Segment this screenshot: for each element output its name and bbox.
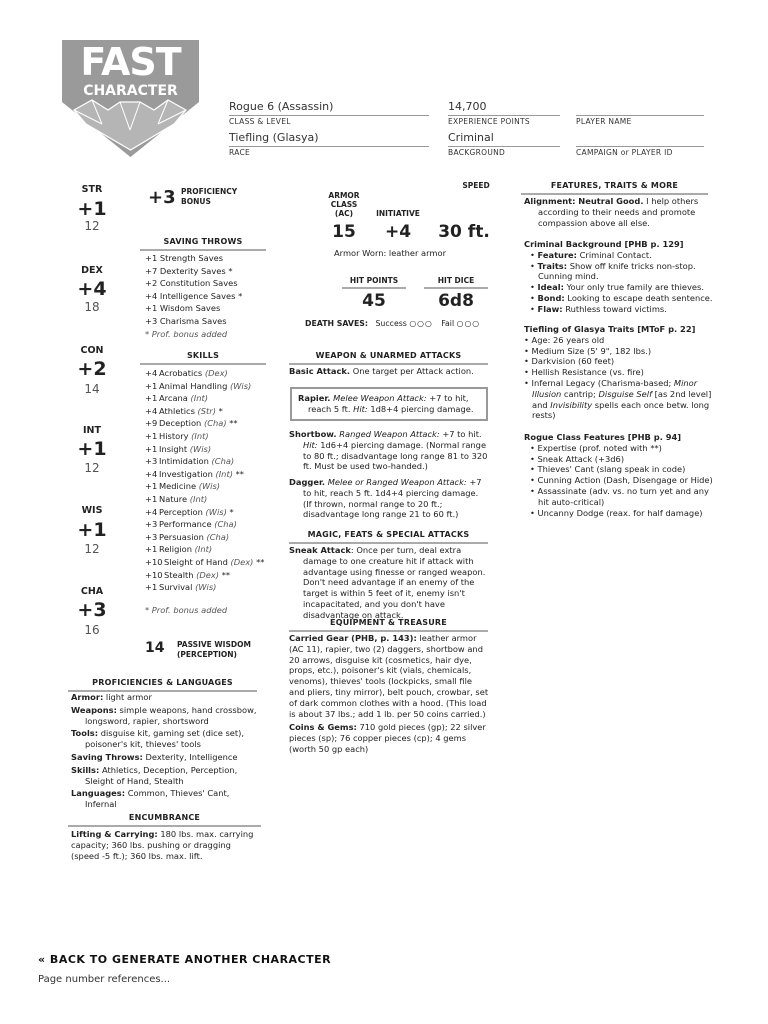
skill-mod: +4 (145, 405, 158, 416)
skills-header: SKILLS (140, 351, 266, 365)
death-success-label: Success (375, 319, 407, 328)
xp-label: EXPERIENCE POINTS (448, 117, 530, 126)
initiative-label: INITIATIVE (376, 209, 420, 218)
skill-ability: (Cha) (211, 456, 235, 467)
speed-value: 30 ft. (438, 222, 490, 242)
logo-line1: FAST (80, 40, 181, 84)
passive-wisdom-label (177, 640, 251, 660)
skill-row (145, 506, 264, 519)
background-items (524, 250, 714, 315)
skill-mod: +1 (145, 544, 158, 555)
skill-mod: +10 (145, 556, 163, 567)
class-item: • Expertise (prof. noted with **) (530, 442, 662, 453)
skill-name: Persuasion (159, 531, 204, 542)
rapier-attack: Rapier. Melee Weapon Attack: +7 to hit, reach 5 ft. Hit: 1d8+4 piercing damage. (298, 393, 474, 414)
death-success-circles-icon: ○○○ (409, 319, 433, 328)
ability-str-score: 12 (84, 219, 100, 233)
proficiencies-header: PROFICIENCIES & LANGUAGES (68, 678, 257, 692)
skill-mod: +1 (145, 582, 158, 593)
race-item: • Age: 26 years old (524, 334, 605, 345)
campaign-label: CAMPAIGN or PLAYER ID (576, 148, 673, 157)
class-item: • Uncanny Dodge (reax. for half damage) (530, 507, 703, 518)
skill-ability: (Dex) (204, 368, 228, 378)
ability-cha-name: CHA (80, 586, 104, 597)
save-str: +1 Strength Saves (145, 253, 224, 263)
page-number-references: Page number references... (38, 974, 171, 985)
background-title: Criminal Background [PHB p. 129] (524, 239, 684, 249)
background-item: • Feature: Criminal Contact. (530, 249, 652, 260)
skill-ability: (Wis) (229, 380, 252, 391)
save-wis: +1 Wisdom Saves (145, 303, 221, 314)
logo-line2: CHARACTER (83, 83, 178, 99)
speed-label: SPEED (462, 181, 490, 190)
skill-name: Religion (159, 544, 193, 555)
death-saves (305, 319, 480, 329)
background-item: • Ideal: Your only true family are thieves. (530, 282, 704, 293)
skill-name: Intimidation (159, 456, 209, 467)
ability-int-score: 12 (84, 461, 100, 475)
skill-ability: (Str) (197, 405, 216, 416)
skill-mark: ** (235, 468, 244, 479)
skill-name: Insight (159, 443, 188, 454)
rapier-box (290, 387, 488, 421)
skill-row (145, 569, 264, 582)
skill-row (145, 417, 264, 430)
ability-cha-score: 16 (84, 623, 100, 637)
skill-name: Stealth (164, 569, 194, 580)
background-value: Criminal (448, 131, 494, 144)
skill-row (145, 543, 264, 556)
class-level-label: CLASS & LEVEL (229, 117, 291, 126)
passive-label-line2: (PERCEPTION) (177, 650, 237, 659)
skill-name: Athletics (159, 405, 195, 416)
criminal-background (524, 239, 714, 315)
skill-mod: +4 (145, 368, 158, 378)
skill-row (145, 405, 264, 418)
death-fail-label: Fail (441, 319, 455, 328)
ability-int-mod: +1 (77, 438, 107, 460)
skill-row (145, 455, 264, 468)
encumbrance-header: ENCUMBRANCE (68, 813, 261, 827)
skill-ability: (Dex) (230, 556, 254, 567)
background-line (448, 146, 560, 147)
shortbow-attack: Shortbow. Ranged Weapon Attack: +7 to hit. Hit: 1d6+4 piercing damage. (Normal range to 80 ft.; disadvantage long range 81 to 320 ft. Must be used two-handed.) (289, 429, 488, 472)
skill-ability: (Cha) (214, 519, 237, 530)
proficiency-label-line1: PROFICIENCY (181, 187, 238, 196)
skill-row (145, 556, 264, 569)
armor-worn: Armor Worn: leather armor (334, 248, 446, 258)
hit-dice-value: 6d8 (438, 291, 474, 311)
background-label: BACKGROUND (448, 148, 506, 157)
skill-mark: ** (221, 569, 230, 580)
skill-row (145, 380, 264, 393)
skill-ability: (Int) (191, 430, 209, 441)
skill-name: Acrobatics (159, 368, 203, 378)
background-item: • Bond: Looking to escape death sentence. (530, 292, 713, 303)
skill-ability: (Cha) (203, 418, 227, 429)
saves-note: * Prof. bonus added (145, 328, 228, 339)
skill-name: Nature (159, 493, 188, 504)
class-level-line (229, 115, 429, 116)
class-features-title: Rogue Class Features [PHB p. 94] (524, 432, 682, 442)
equipment-header: EQUIPMENT & TREASURE (289, 618, 488, 632)
hit-points-label: HIT POINTS (342, 276, 406, 289)
skill-name: Arcana (159, 393, 188, 404)
ac-value: 15 (332, 222, 356, 242)
ability-str-mod: +1 (77, 198, 107, 220)
skill-mod: +1 (145, 443, 158, 454)
alignment: Alignment: Neutral Good. I help others according to their needs and promote compassion above all else. (524, 196, 699, 228)
save-cha: +3 Charisma Saves (145, 315, 227, 326)
prof-weapons: Weapons: simple weapons, hand crossbow, longsword, rapier, shortsword (71, 704, 257, 726)
skill-ability: (Dex) (196, 569, 220, 580)
skill-mod: +4 (145, 506, 158, 517)
skill-name: Performance (159, 519, 212, 530)
dagger-attack: Dagger. Melee or Ranged Weapon Attack: +7 to hit, reach 5 ft. 1d4+4 piercing damage. (If thrown, normal range to 20 ft.; disadvantage long range 21 to 60 ft.) (289, 477, 482, 520)
skill-name: Investigation (159, 468, 213, 479)
skill-row (145, 531, 264, 544)
ability-str-name: STR (81, 184, 103, 195)
skill-row (145, 443, 264, 456)
passive-wisdom-value: 14 (145, 640, 165, 656)
ability-int-name: INT (83, 425, 101, 436)
ability-dex-score: 18 (84, 300, 100, 314)
prof-tools: Tools: disguise kit, gaming set (dice set), poisoner's kit, thieves' tools (71, 728, 245, 750)
race-label: RACE (229, 148, 251, 157)
skill-ability: (Int) (190, 393, 208, 404)
skill-ability: (Wis) (195, 582, 217, 593)
ability-con-name: CON (80, 345, 104, 356)
skill-mod: +3 (145, 531, 158, 542)
class-features (524, 432, 714, 518)
skill-name: Sleight of Hand (164, 556, 228, 567)
background-item: • Traits: Show off knife tricks non-stop. Cunning mind. (530, 260, 696, 282)
sneak-attack: Sneak Attack: Once per turn, deal extra damage to one creature hit if attack with advantage using finesse or ranged weapon. Don't need advantage if an enemy of the target is within 5 feet of it, enemy isn't incapacitated, and you don't have disadvantage on attack. (289, 545, 486, 620)
prof-armor: Armor: light armor (71, 692, 152, 702)
proficiency-bonus-value: +3 (148, 187, 176, 208)
skills-list (145, 367, 264, 594)
skill-ability: (Int) (215, 468, 233, 479)
skill-mark: * (229, 506, 234, 517)
xp-line (448, 115, 560, 116)
skill-mod: +3 (145, 456, 158, 467)
encumbrance-text: Lifting & Carrying: 180 lbs. max. carrying capacity; 360 lbs. pushing or dragging (speed -5 ft.); 360 lbs. max. lift. (71, 829, 254, 861)
class-item: • Sneak Attack (+3d6) (530, 453, 625, 464)
hit-points-value: 45 (362, 291, 386, 311)
skill-ability: (Cha) (206, 531, 230, 542)
class-item: • Cunning Action (Dash, Disengage or Hide) (530, 475, 713, 486)
prof-languages: Languages: Common, Thieves' Cant, Infernal (71, 788, 230, 810)
skill-name: Survival (159, 582, 193, 593)
race-item: • Hellish Resistance (vs. fire) (524, 367, 644, 378)
skills-note: * Prof. bonus added (145, 605, 228, 615)
player-name-label: PLAYER NAME (576, 117, 632, 126)
hit-dice-label: HIT DICE (424, 276, 488, 289)
skill-mark: ** (256, 556, 265, 567)
race-item: • Darkvision (60 feet) (524, 356, 615, 367)
skill-mark: * (218, 405, 223, 416)
ability-wis-name: WIS (81, 505, 103, 516)
skill-mark: ** (229, 418, 238, 429)
features-header: FEATURES, TRAITS & MORE (521, 181, 708, 195)
skill-ability: (Int) (194, 544, 213, 555)
ability-dex-name: DEX (81, 265, 103, 276)
save-dex: +7 Dexterity Saves * (145, 265, 233, 276)
skill-ability: (Int) (189, 493, 208, 504)
prof-saves: Saving Throws: Dexterity, Intelligence (71, 751, 238, 762)
prof-skills: Skills: Athletics, Deception, Perception, Sleight of Hand, Stealth (71, 764, 238, 786)
passive-label-line1: PASSIVE WISDOM (177, 640, 251, 649)
skill-mod: +1 (145, 393, 158, 404)
race-items (524, 335, 714, 378)
skill-mod: +1 (145, 430, 158, 441)
coins-gems: Coins & Gems: 710 gold pieces (gp); 22 silver pieces (sp); 76 copper pieces (cp); 4 gems (worth 50 gp each) (289, 722, 486, 754)
death-saves-label: DEATH SAVES: (305, 319, 368, 328)
class-items (524, 443, 714, 519)
ac-label: ARMOR CLASS (AC) (328, 191, 360, 218)
carried-gear: Carried Gear (PHB, p. 143): leather armor (AC 11), rapier, two (2) daggers, shortbow and 20 arrows, disguise kit (cosmetics, hair dye, props, etc.), poisoner's kit (vials, chemicals, venoms), thieves' tools (lockpicks, small file and pliers, tiny mirror), belt pouch, crowbar, set of dark common clothes with a hood. (This load is about 37 lbs.; add 1 lb. per 50 coins carried.) (289, 633, 489, 719)
back-to-generate-link[interactable]: « BACK TO GENERATE ANOTHER CHARACTER (38, 953, 332, 966)
fast-character-logo (62, 40, 199, 158)
ability-wis-mod: +1 (77, 519, 107, 541)
race-traits (524, 324, 714, 421)
skill-ability: (Wis) (198, 481, 221, 492)
class-level-value: Rogue 6 (Assassin) (229, 100, 334, 113)
death-fail-circles-icon: ○○○ (456, 319, 481, 328)
attacks-header: WEAPON & UNARMED ATTACKS (289, 351, 488, 365)
class-item: • Thieves' Cant (slang speak in code) (530, 464, 686, 475)
saving-throws-header: SAVING THROWS (140, 237, 266, 251)
initiative-value: +4 (384, 222, 412, 242)
skill-row (145, 581, 264, 594)
skill-ability: (Wis) (189, 443, 212, 454)
skill-mod: +1 (145, 380, 158, 391)
skill-row (145, 518, 264, 531)
skill-name: Medicine (159, 481, 197, 492)
background-item: • Flaw: Ruthless toward victims. (530, 303, 667, 314)
skill-name: Animal Handling (159, 380, 228, 391)
ability-con-score: 14 (84, 382, 100, 396)
infernal-legacy: • Infernal Legacy (Charisma-based; Minor Illusion cantrip; Disguise Self [as 2nd level] and Invisibility spells each once betw. long rests) (524, 377, 712, 421)
save-int: +4 Intelligence Saves * (145, 290, 243, 301)
skill-row (145, 480, 264, 493)
skill-ability: (Wis) (205, 506, 227, 517)
race-value: Tiefling (Glasya) (229, 131, 319, 144)
race-item: • Medium Size (5' 9", 182 lbs.) (524, 345, 652, 356)
xp-value: 14,700 (448, 100, 487, 113)
skill-name: History (159, 430, 189, 441)
skill-name: Perception (159, 506, 203, 517)
skill-mod: +1 (145, 481, 158, 492)
skill-row (145, 430, 264, 443)
skill-row (145, 392, 264, 405)
campaign-line (576, 146, 704, 147)
skill-name: Deception (159, 418, 202, 429)
ability-cha-mod: +3 (77, 599, 107, 621)
proficiency-bonus-label (181, 187, 237, 207)
skill-row (145, 367, 264, 380)
player-name-line (576, 115, 704, 116)
save-con: +2 Constitution Saves (145, 278, 238, 289)
skill-row (145, 493, 264, 506)
race-line (229, 146, 429, 147)
skill-row (145, 468, 264, 481)
basic-attack: Basic Attack. One target per Attack action. (289, 366, 474, 376)
skill-mod: +3 (145, 519, 158, 530)
race-traits-title: Tiefling of Glasya Traits [MToF p. 22] (524, 324, 696, 334)
ability-wis-score: 12 (84, 542, 100, 556)
magic-header: MAGIC, FEATS & SPECIAL ATTACKS (289, 530, 488, 544)
ability-dex-mod: +4 (77, 278, 107, 300)
class-item: • Assassinate (adv. vs. no turn yet and any hit auto-critical) (530, 485, 709, 507)
saving-throws-list (145, 252, 242, 340)
ability-con-mod: +2 (77, 358, 107, 380)
skill-mod: +9 (145, 418, 158, 429)
skill-mod: +10 (145, 569, 163, 580)
skill-mod: +4 (145, 468, 158, 479)
skill-mod: +1 (145, 493, 158, 504)
proficiency-label-line2: BONUS (181, 197, 211, 206)
proficiencies-block (71, 692, 261, 810)
